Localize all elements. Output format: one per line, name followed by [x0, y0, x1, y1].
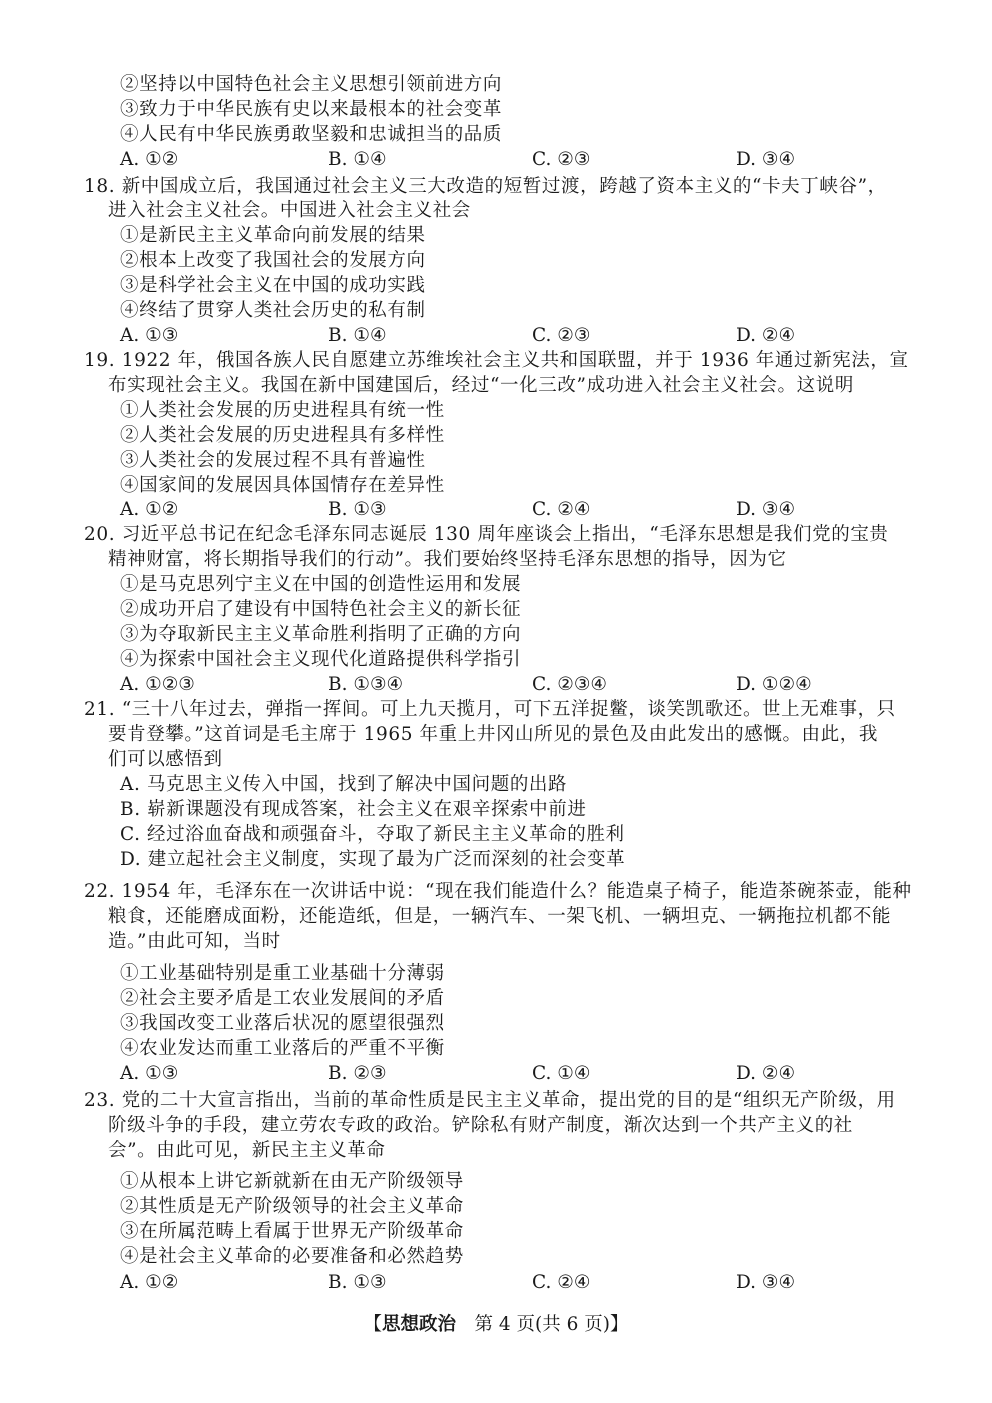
choice-a: A. ①②: [120, 149, 179, 170]
choice-b: B. ①③④: [328, 674, 404, 695]
option-line: ④人民有中华民族勇敢坚毅和忠诚担当的品质: [120, 124, 503, 145]
choice-b: B. ①④: [328, 325, 387, 346]
choice-c: C. 经过浴血奋战和顽强奋斗，夺取了新民主主义革命的胜利: [120, 824, 625, 845]
question-22-stem: 22. 1954 年，毛泽东在一次讲话中说：“现在我们能造什么？能造桌子椅子，能造茶碗茶壶，能种: [84, 881, 912, 902]
choice-c: C. ②③: [532, 325, 591, 346]
choice-c: C. ②③: [532, 149, 591, 170]
option-line: ②根本上改变了我国社会的发展方向: [120, 250, 426, 271]
option-line: ③在所属范畴上看属于世界无产阶级革命: [120, 1221, 464, 1242]
question-21-stem: 要肯登攀。”这首词是毛主席于 1965 年重上井冈山所见的景色及由此发出的感慨。由此，我: [108, 724, 878, 745]
choice-d: D. ②④: [736, 325, 796, 346]
option-line: ④为探索中国社会主义现代化道路提供科学指引: [120, 649, 522, 670]
choice-b: B. ①④: [328, 149, 387, 170]
choice-b: B. 崭新课题没有现成答案，社会主义在艰辛探索中前进: [120, 799, 587, 820]
option-line: ②其性质是无产阶级领导的社会主义革命: [120, 1196, 464, 1217]
choice-c: C. ①④: [532, 1063, 591, 1084]
choice-a: A. ①③: [120, 325, 179, 346]
question-18-stem: 18. 新中国成立后，我国通过社会主义三大改造的短暂过渡，跨越了资本主义的“卡夫丁峡谷”，: [84, 176, 887, 197]
option-line: ③致力于中华民族有史以来最根本的社会变革: [120, 99, 503, 120]
choice-d: D. ②④: [736, 1063, 796, 1084]
choice-d: D. 建立起社会主义制度，实现了最为广泛而深刻的社会变革: [120, 849, 626, 870]
footer-bracket-open: 【: [363, 1314, 382, 1335]
option-line: ①从根本上讲它新就新在由无产阶级领导: [120, 1171, 464, 1192]
option-line: ④是社会主义革命的必要准备和必然趋势: [120, 1246, 464, 1267]
question-18-stem: 进入社会主义社会。中国进入社会主义社会: [108, 200, 471, 221]
question-19-stem: 19. 1922 年，俄国各族人民自愿建立苏维埃社会主义共和国联盟，并于 1936 年通过新宪法，宣: [84, 350, 909, 371]
choice-a: A. ①③: [120, 1063, 179, 1084]
choice-c: C. ②③④: [532, 674, 608, 695]
option-line: ①人类社会发展的历史进程具有统一性: [120, 400, 445, 421]
choice-a: A. 马克思主义传入中国，找到了解决中国问题的出路: [120, 774, 568, 795]
question-22-stem: 造。”由此可知，当时: [108, 931, 281, 952]
choice-d: D. ③④: [736, 499, 796, 520]
option-line: ④终结了贯穿人类社会历史的私有制: [120, 300, 426, 321]
choice-a: A. ①②: [120, 499, 179, 520]
choice-c: C. ②④: [532, 1272, 591, 1293]
option-line: ②人类社会发展的历史进程具有多样性: [120, 425, 445, 446]
option-line: ③我国改变工业落后状况的愿望很强烈: [120, 1013, 445, 1034]
question-23-stem: 23. 党的二十大宣言指出，当前的革命性质是民主主义革命，提出党的目的是“组织无产阶级，用: [84, 1090, 896, 1111]
choice-d: D. ①②④: [736, 674, 812, 695]
choice-d: D. ③④: [736, 149, 796, 170]
option-line: ④国家间的发展因具体国情存在差异性: [120, 475, 445, 496]
option-line: ③是科学社会主义在中国的成功实践: [120, 275, 426, 296]
footer-bracket-close: 】: [610, 1314, 629, 1335]
page-footer: [0, 1312, 992, 1337]
question-20-stem: 精神财富，将长期指导我们的行动”。我们要始终坚持毛泽东思想的指导，因为它: [108, 549, 787, 570]
footer-page-number: 第 4 页(共 6 页): [456, 1314, 610, 1335]
option-line: ③人类社会的发展过程不具有普遍性: [120, 450, 426, 471]
choice-a: A. ①②③: [120, 674, 195, 695]
choice-a: A. ①②: [120, 1272, 179, 1293]
choice-b: B. ①③: [328, 499, 387, 520]
option-line: ①是新民主主义革命向前发展的结果: [120, 225, 426, 246]
option-line: ③为夺取新民主主义革命胜利指明了正确的方向: [120, 624, 522, 645]
choice-d: D. ③④: [736, 1272, 796, 1293]
question-21-stem: 们可以感悟到: [108, 749, 223, 770]
footer-subject: 思想政治: [381, 1314, 456, 1335]
option-line: ①工业基础特别是重工业基础十分薄弱: [120, 963, 445, 984]
option-line: ②坚持以中国特色社会主义思想引领前进方向: [120, 74, 503, 95]
question-23-stem: 阶级斗争的手段，建立劳农专政的政治。铲除私有财产制度，渐次达到一个共产主义的社: [108, 1115, 853, 1136]
question-23-stem: 会”。由此可见，新民主主义革命: [108, 1140, 386, 1161]
question-20-stem: 20. 习近平总书记在纪念毛泽东同志诞辰 130 周年座谈会上指出，“毛泽东思想是我们党的宝贵: [84, 524, 889, 545]
option-line: ①是马克思列宁主义在中国的创造性运用和发展: [120, 574, 522, 595]
choice-c: C. ②④: [532, 499, 591, 520]
option-line: ②社会主要矛盾是工农业发展间的矛盾: [120, 988, 445, 1009]
option-line: ④农业发达而重工业落后的严重不平衡: [120, 1038, 445, 1059]
question-22-stem: 粮食，还能磨成面粉，还能造纸，但是，一辆汽车、一架飞机、一辆坦克、一辆拖拉机都不能: [108, 906, 892, 927]
question-21-stem: 21. “三十八年过去，弹指一挥间。可上九天揽月，可下五洋捉鳖，谈笑凯歌还。世上无难事，只: [84, 699, 896, 720]
question-19-stem: 布实现社会主义。我国在新中国建国后，经过“一化三改”成功进入社会主义社会。这说明: [108, 375, 854, 396]
option-line: ②成功开启了建设有中国特色社会主义的新长征: [120, 599, 522, 620]
choice-b: B. ②③: [328, 1063, 387, 1084]
choice-b: B. ①③: [328, 1272, 387, 1293]
